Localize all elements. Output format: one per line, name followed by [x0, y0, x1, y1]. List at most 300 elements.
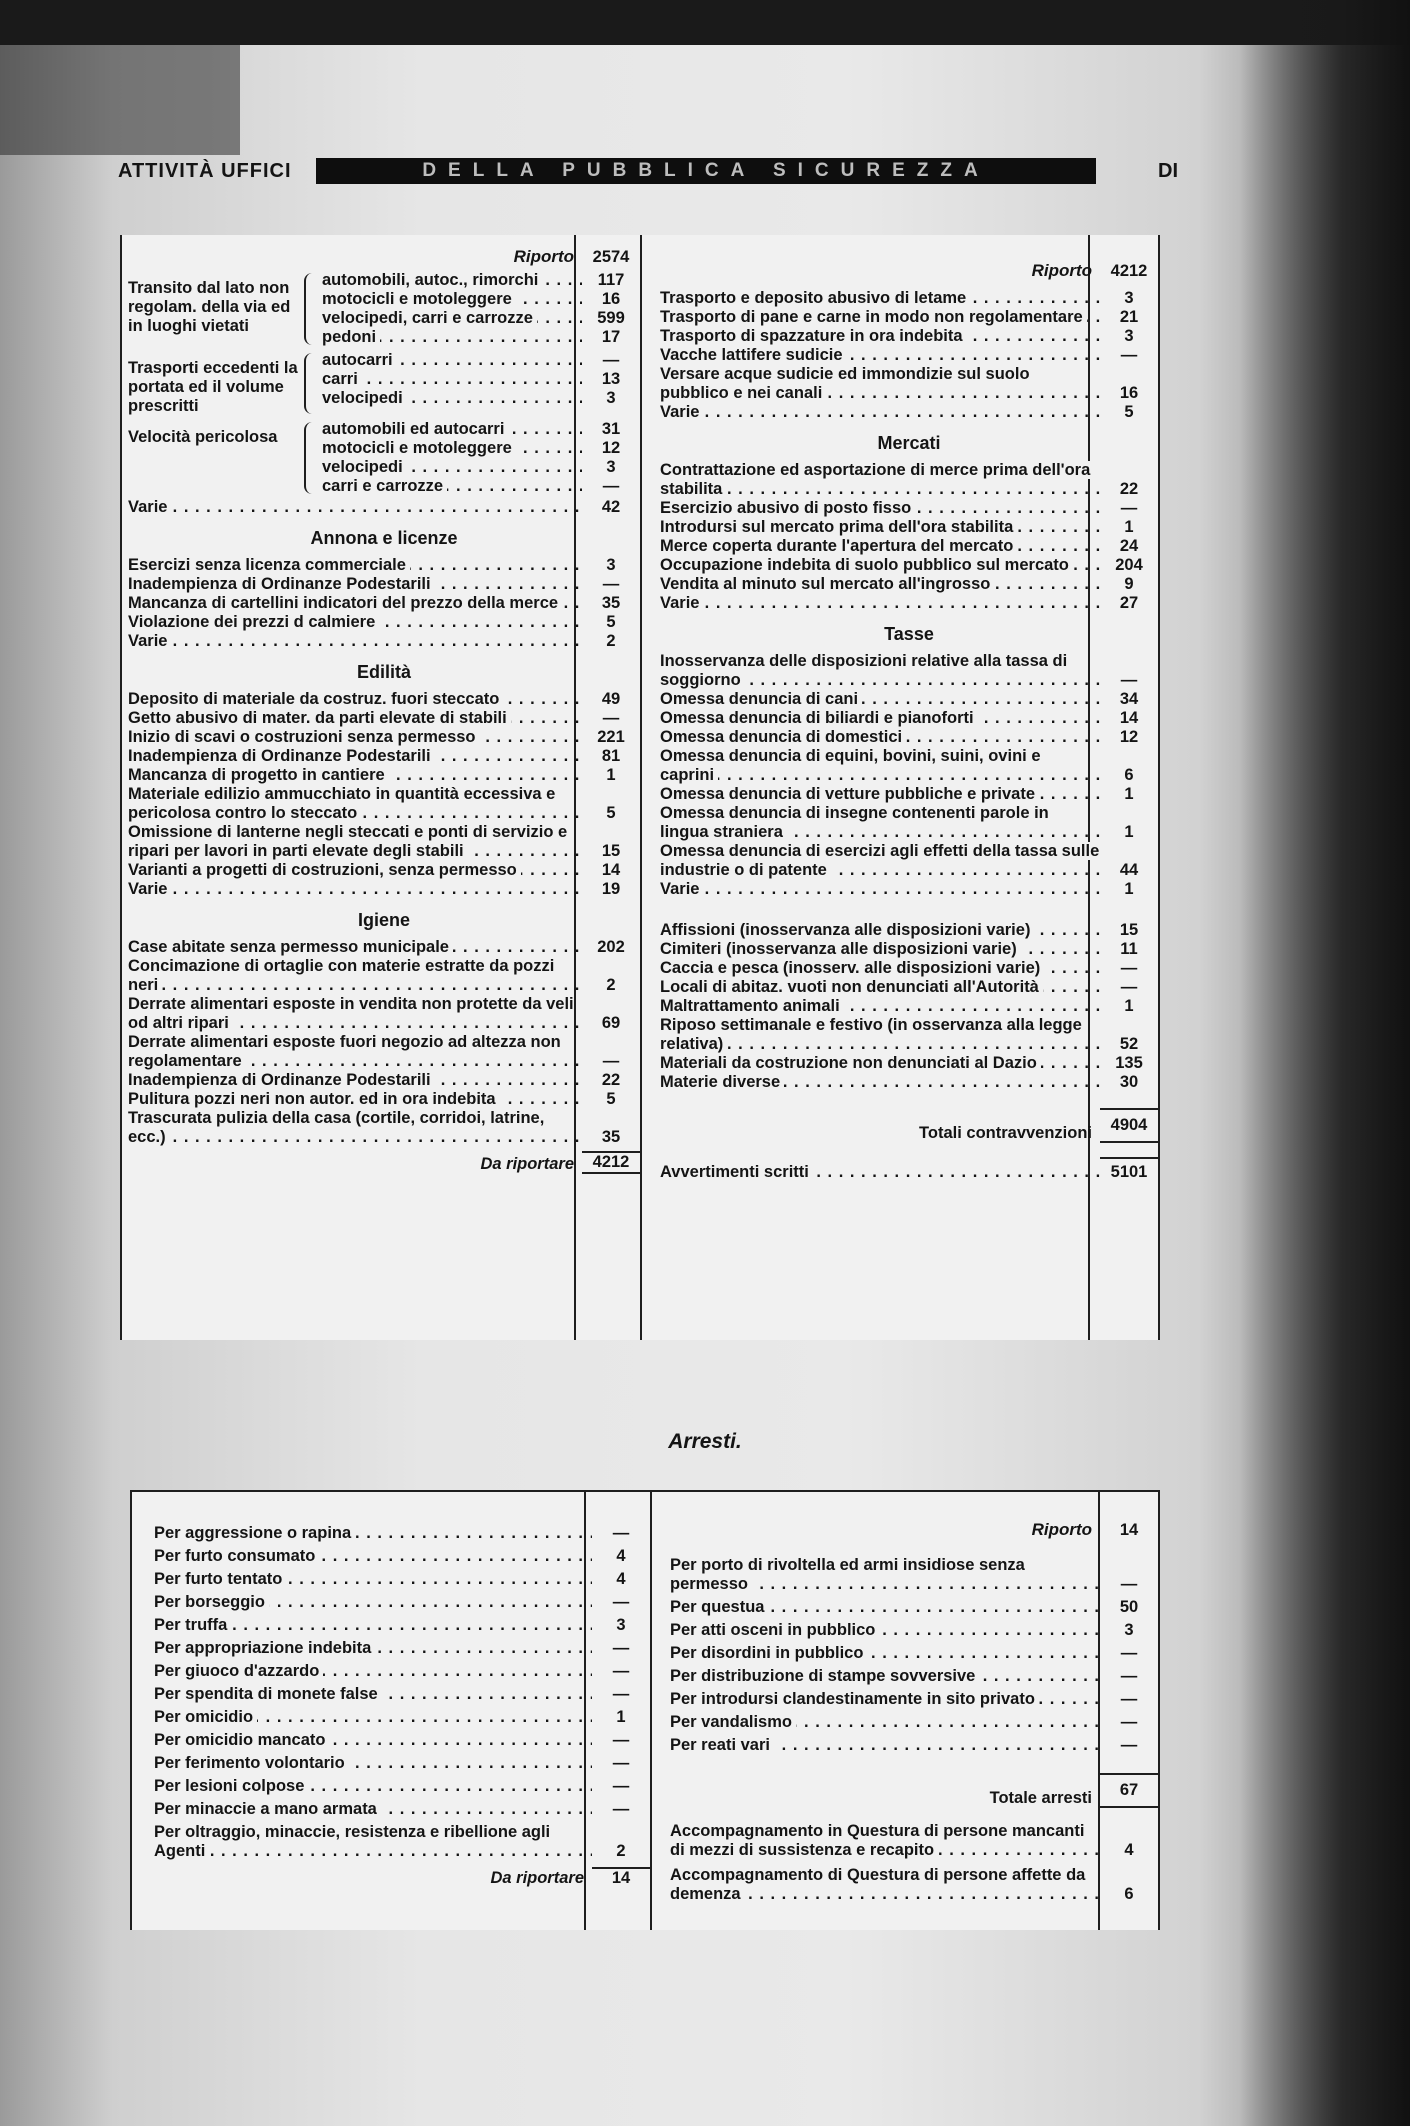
row-label-cell [322, 290, 582, 309]
riporto-row-value: 4212 [1110, 262, 1148, 280]
row-label-cell [128, 823, 582, 861]
row-label-cell [660, 403, 1100, 422]
row-label: Trascurata pulizia della casa (cortile, corridoi, latrine, ecc.) [128, 1109, 545, 1146]
row-value: 34 [1119, 690, 1139, 708]
row-value: 12 [601, 439, 621, 457]
totale-arresti-label: Totale arresti [989, 1789, 1092, 1807]
row-label: Inadempienza di Ordinanze Podestarili [128, 575, 435, 593]
row-label-cell [128, 709, 582, 728]
table-row [660, 804, 1158, 842]
table-row [154, 1524, 650, 1543]
row-label-cell [670, 1556, 1100, 1594]
avvertimenti-label-cell [660, 1163, 1100, 1182]
row-label: Locali di abitaz. vuoti non denunciati all'Autorità [660, 978, 1043, 996]
row-label: Per furto tentato [154, 1570, 286, 1588]
running-head-bar: DELLA PUBBLICA SICUREZZA [316, 158, 1096, 184]
table-row [660, 289, 1158, 308]
row-label: Per aggressione o rapina [154, 1524, 355, 1542]
row-value: — [1120, 959, 1138, 977]
table-row [154, 1639, 650, 1658]
row-value: — [602, 1052, 620, 1070]
row-label-cell [660, 940, 1100, 959]
row-value: — [602, 709, 620, 727]
table-row [322, 477, 640, 496]
table-row [322, 389, 640, 408]
row-value: 5 [1124, 403, 1134, 421]
table-row [670, 1690, 1158, 1709]
da-riportare-value: 4212 [582, 1151, 640, 1174]
group-label: Velocità pericolosa [128, 428, 278, 446]
table-row [322, 309, 640, 328]
table-row [128, 1071, 640, 1090]
row-label: motocicli e motoleggere [322, 439, 516, 457]
table-row [128, 995, 640, 1033]
row-label: Per truffa [154, 1616, 231, 1634]
riporto-row-label-cell [670, 1520, 1100, 1540]
row-label-cell [154, 1800, 592, 1819]
row-label-cell [322, 309, 582, 328]
table-row [154, 1777, 650, 1796]
row-label: Per lesioni colpose [154, 1777, 308, 1795]
riporto-row-value: 2574 [592, 248, 630, 266]
row-label-cell [660, 346, 1100, 365]
arresti-left-column [154, 1520, 650, 1888]
table-row [660, 308, 1158, 327]
row-value: 5 [606, 1090, 616, 1108]
table-row [660, 880, 1158, 899]
table-row [128, 709, 640, 728]
row-value: 4 [1124, 1841, 1134, 1859]
row-value: 52 [1119, 1035, 1139, 1053]
row-label-cell [660, 880, 1100, 899]
row-value: 6 [1124, 766, 1134, 784]
table-row [670, 1866, 1158, 1904]
row-label-cell [660, 652, 1100, 690]
row-value: 3 [606, 556, 616, 574]
totale-arresti-value: 67 [1100, 1773, 1158, 1808]
table-row [128, 556, 640, 575]
row-label-cell [154, 1777, 592, 1796]
row-label: Mancanza di cartellini indicatori del prezzo della merce [128, 594, 562, 612]
row-value: — [1120, 978, 1138, 996]
row-label: Per porto di rivoltella ed armi insidiose senza permesso [670, 1556, 1025, 1593]
table-row [128, 747, 640, 766]
table-row [660, 518, 1158, 537]
group-label: Trasporti eccedenti la portata ed il volume prescritti [128, 359, 298, 415]
row-value: 1 [1124, 518, 1134, 536]
row-label: Case abitate senza permesso municipale [128, 938, 453, 956]
table-row [660, 747, 1158, 785]
table-row [660, 1054, 1158, 1073]
row-value: — [612, 1662, 630, 1680]
row-label: Caccia e pesca (inosserv. alle disposizioni varie) [660, 959, 1044, 977]
table-row [670, 1598, 1158, 1617]
table-row [322, 439, 640, 458]
group-items [322, 420, 640, 496]
row-label: Derrate alimentari esposte fuori negozio ad altezza non regolamentare [128, 1033, 561, 1070]
row-value: 3 [616, 1616, 626, 1634]
row-label: Maltrattamento animali [660, 997, 844, 1015]
row-label-cell [154, 1708, 592, 1727]
table-row [128, 632, 640, 651]
row-value: 49 [601, 690, 621, 708]
row-label: Per introdursi clandestinamente in sito privato [670, 1690, 1039, 1708]
scan-edge-shadow [1240, 0, 1410, 2126]
row-label-cell [128, 632, 582, 651]
row-value: 21 [1119, 308, 1139, 326]
row-value: 16 [1119, 384, 1139, 402]
row-label: automobili, autoc., rimorchi [322, 271, 542, 289]
row-label-cell [322, 420, 582, 439]
totali-label-cell [660, 1124, 1100, 1143]
table-row [154, 1570, 650, 1589]
table-row [660, 556, 1158, 575]
row-label: velocipedi, carri e carrozze [322, 309, 537, 327]
table-row [670, 1644, 1158, 1663]
row-label-cell [670, 1713, 1100, 1732]
da-riportare-row [154, 1867, 650, 1888]
row-value: — [1120, 1690, 1138, 1708]
row-label: Omessa denuncia di biliardi e pianoforti [660, 709, 978, 727]
row-label-cell [660, 461, 1100, 499]
row-label-cell [670, 1598, 1100, 1617]
table-row [128, 613, 640, 632]
row-value: 15 [601, 842, 621, 860]
running-head-right: DI [1158, 160, 1178, 182]
row-value: 3 [1124, 289, 1134, 307]
da-riportare-label-cell [128, 1155, 582, 1174]
row-value: 27 [1119, 594, 1139, 612]
row-label-cell [128, 613, 582, 632]
row-label-cell [670, 1866, 1100, 1904]
row-label: Per reati vari [670, 1736, 774, 1754]
row-value: 12 [1119, 728, 1139, 746]
row-value: 3 [606, 389, 616, 407]
table-row [660, 652, 1158, 690]
row-value: 14 [1119, 709, 1139, 727]
table-row [128, 1109, 640, 1147]
row-label-cell [660, 1054, 1100, 1073]
row-label: Varie [128, 880, 171, 898]
row-label: carri [322, 370, 362, 388]
table-row [154, 1708, 650, 1727]
row-value: — [1120, 1713, 1138, 1731]
riporto-row [660, 261, 1158, 281]
riporto-row-label-cell [128, 247, 582, 267]
row-label-cell [128, 1109, 582, 1147]
row-value: — [1120, 671, 1138, 689]
row-label: Derrate alimentari esposte in vendita non protette da veli od altri ripari [128, 995, 574, 1032]
row-label: Materie diverse [660, 1073, 784, 1091]
row-value: 17 [601, 328, 621, 346]
table-row [660, 365, 1158, 403]
riporto-row [670, 1520, 1158, 1540]
running-head-left: ATTIVITÀ UFFICI [118, 160, 292, 182]
table-row [154, 1754, 650, 1773]
group-items [322, 271, 640, 347]
contravvenzioni-left-column [128, 247, 640, 1174]
table-row [660, 709, 1158, 728]
totali-label: Totali contravvenzioni [919, 1124, 1092, 1142]
row-label: Accompagnamento in Questura di persone mancanti di mezzi di sussistenza e recapito [670, 1822, 1085, 1859]
row-label: Per questua [670, 1598, 768, 1616]
group-items [322, 351, 640, 416]
table-row [128, 498, 640, 517]
row-label: Introdursi sul mercato prima dell'ora stabilita [660, 518, 1017, 536]
row-value: 4 [616, 1547, 626, 1565]
row-label: velocipedi [322, 389, 407, 407]
table-row [154, 1685, 650, 1704]
row-label-cell [322, 439, 582, 458]
da-riportare-label-cell [154, 1869, 592, 1888]
table-row [322, 370, 640, 389]
row-value: — [602, 477, 620, 495]
scan-top-border [0, 0, 1410, 45]
row-label-cell [128, 1071, 582, 1090]
row-label-cell [322, 458, 582, 477]
row-value: 1 [616, 1708, 626, 1726]
row-label: Per appropriazione indebita [154, 1639, 375, 1657]
table-row [128, 575, 640, 594]
row-value: 11 [1120, 940, 1138, 958]
table-row [128, 594, 640, 613]
row-label: motocicli e motoleggere [322, 290, 516, 308]
row-label: Varie [660, 403, 703, 421]
row-label-cell [154, 1731, 592, 1750]
row-label-cell [660, 365, 1100, 403]
row-label: velocipedi [322, 458, 407, 476]
row-label-cell [322, 389, 582, 408]
row-label-cell [128, 498, 582, 517]
row-label: Esercizi senza licenza commerciale [128, 556, 410, 574]
row-label-cell [128, 1090, 582, 1109]
row-label: Omissione di lanterne negli steccati e ponti di servizio e ripari per lavori in parti elevate degli stabili [128, 823, 568, 860]
section-heading: Annona e licenze [310, 528, 458, 548]
row-label: automobili ed autocarri [322, 420, 508, 438]
row-label-cell [322, 271, 582, 290]
row-label: Vendita al minuto sul mercato all'ingrosso [660, 575, 994, 593]
row-value: — [612, 1731, 630, 1749]
row-label: Omessa denuncia di vetture pubbliche e private [660, 785, 1039, 803]
row-label-cell [128, 1033, 582, 1071]
table-row [670, 1667, 1158, 1686]
table-row [660, 785, 1158, 804]
row-label: Per omicidio mancato [154, 1731, 329, 1749]
row-label-cell [670, 1736, 1100, 1755]
row-value: 31 [601, 420, 621, 438]
row-label-cell [670, 1644, 1100, 1663]
row-value: 14 [601, 861, 621, 879]
row-label-cell [128, 690, 582, 709]
table-row [660, 1016, 1158, 1054]
row-value: 9 [1124, 575, 1134, 593]
row-value: 204 [1115, 556, 1143, 574]
row-label: Deposito di materiale da costruz. fuori steccato [128, 690, 503, 708]
row-label-cell [128, 995, 582, 1033]
row-label-cell [128, 957, 582, 995]
table-row [154, 1823, 650, 1861]
row-value: 221 [597, 728, 625, 746]
table-row [322, 290, 640, 309]
row-label-cell [128, 861, 582, 880]
row-value: 1 [1124, 823, 1134, 841]
table-row [154, 1662, 650, 1681]
riporto-row [128, 247, 640, 267]
row-label: Versare acque sudicie ed immondizie sul suolo pubblico e nei canali [660, 365, 1030, 402]
riporto-row-label: Riporto [1031, 261, 1092, 280]
section-heading: Edilità [356, 662, 411, 682]
table-row [128, 1090, 640, 1109]
row-label-cell [322, 328, 582, 347]
row-value: 19 [601, 880, 621, 898]
row-label: Materiale edilizio ammucchiato in quantità eccessiva e pericolosa contro lo steccato [128, 785, 556, 822]
row-label: Trasporto e deposito abusivo di letame [660, 289, 970, 307]
table-row [660, 403, 1158, 422]
totali-row [660, 1108, 1158, 1143]
row-label-cell [660, 690, 1100, 709]
row-value: 135 [1115, 1054, 1143, 1072]
table-row [154, 1616, 650, 1635]
row-value: — [1120, 499, 1138, 517]
row-value: 117 [597, 271, 625, 289]
row-label: Mancanza di progetto in cantiere [128, 766, 389, 784]
row-value: 1 [1124, 785, 1134, 803]
row-label-cell [128, 594, 582, 613]
table-row [322, 328, 640, 347]
table-row [128, 785, 640, 823]
table-row [660, 690, 1158, 709]
row-value: — [612, 1593, 630, 1611]
table-row [670, 1621, 1158, 1640]
table-row [154, 1731, 650, 1750]
riporto-row-label-cell [660, 261, 1100, 281]
scan-shadow [0, 45, 240, 155]
row-label-cell [660, 308, 1100, 327]
row-label: Per omicidio [154, 1708, 257, 1726]
table-row [660, 940, 1158, 959]
row-value: 42 [601, 498, 621, 516]
row-label-cell [154, 1754, 592, 1773]
row-value: 3 [606, 458, 616, 476]
row-value: — [1120, 346, 1138, 364]
row-label: Per distribuzione di stampe sovversive [670, 1667, 979, 1685]
row-value: 2 [606, 976, 616, 994]
row-label: Getto abusivo di mater. da parti elevate di stabili [128, 709, 511, 727]
row-label-cell [154, 1593, 592, 1612]
row-label-cell [660, 709, 1100, 728]
row-label: Inizio di scavi o costruzioni senza permesso [128, 728, 480, 746]
row-label-cell [660, 842, 1100, 880]
table-row [322, 351, 640, 370]
section-heading: Tasse [884, 624, 934, 644]
row-label: Per disordini in pubblico [670, 1644, 867, 1662]
group-block [128, 420, 640, 496]
row-label-cell [670, 1690, 1100, 1709]
row-label: Omessa denuncia di domestici [660, 728, 906, 746]
row-label: Per vandalismo [670, 1713, 796, 1731]
row-label: Per atti osceni in pubblico [670, 1621, 879, 1639]
row-value: — [602, 351, 620, 369]
riporto-row-value: 14 [1119, 1521, 1139, 1539]
row-label-cell [128, 938, 582, 957]
table-row [128, 823, 640, 861]
row-label-cell [660, 978, 1100, 997]
row-label-cell [660, 499, 1100, 518]
row-label: Per borseggio [154, 1593, 269, 1611]
row-label-cell [322, 370, 582, 389]
row-value: 3 [1124, 327, 1134, 345]
row-label: Omessa denuncia di esercizi agli effetti della tassa sulle industrie o di patente [660, 842, 1100, 879]
row-label-cell [660, 1016, 1100, 1054]
row-label-cell [154, 1524, 592, 1543]
row-label: Violazione dei prezzi d calmiere [128, 613, 379, 631]
row-value: 35 [601, 594, 621, 612]
row-label: Affissioni (inosservanza alle disposizioni varie) [660, 921, 1034, 939]
row-value: — [602, 575, 620, 593]
row-label: Riposo settimanale e festivo (in osservanza alla legge relativa) [660, 1016, 1082, 1053]
section-heading: Mercati [877, 433, 941, 453]
row-label-cell [670, 1621, 1100, 1640]
row-value: 16 [601, 290, 621, 308]
row-label-cell [154, 1823, 592, 1861]
row-value: — [1120, 1644, 1138, 1662]
table-row [660, 499, 1158, 518]
row-label-cell [660, 785, 1100, 804]
row-label-cell [154, 1639, 592, 1658]
table-row [670, 1736, 1158, 1755]
row-label: autocarri [322, 351, 397, 369]
da-riportare-label: Da riportare [490, 1869, 584, 1887]
row-value: 1 [1124, 880, 1134, 898]
row-label-cell [128, 785, 582, 823]
row-label-cell [660, 747, 1100, 785]
table-row [128, 938, 640, 957]
row-value: 24 [1119, 537, 1139, 555]
row-label-cell [322, 477, 582, 496]
da-riportare-value: 14 [592, 1867, 650, 1888]
row-label: Omessa denuncia di insegne contenenti parole in lingua straniera [660, 804, 1049, 841]
table-row [660, 1073, 1158, 1092]
row-label-cell [128, 747, 582, 766]
da-riportare-row [128, 1151, 640, 1174]
row-label: Per minaccie a mano armata [154, 1800, 381, 1818]
row-label: Contrattazione ed asportazione di merce prima dell'ora stabilita [660, 461, 1091, 498]
row-label: Pulitura pozzi neri non autor. ed in ora indebita [128, 1090, 500, 1108]
row-label: Occupazione indebita di suolo pubblico sul mercato [660, 556, 1073, 574]
row-value: 5 [606, 804, 616, 822]
table-row [660, 959, 1158, 978]
table-row [128, 690, 640, 709]
row-label-cell [660, 804, 1100, 842]
group-block [128, 271, 640, 347]
row-label: Inosservanza delle disposizioni relative alla tassa di soggiorno [660, 652, 1068, 689]
row-label-cell [660, 537, 1100, 556]
table-row [128, 728, 640, 747]
row-label: Per oltraggio, minaccie, resistenza e ribellione agli Agenti [154, 1823, 551, 1860]
row-label-cell [670, 1667, 1100, 1686]
table-row [670, 1822, 1158, 1860]
row-label: Inadempienza di Ordinanze Podestarili [128, 747, 435, 765]
row-label: Per furto consumato [154, 1547, 319, 1565]
contravvenzioni-panel [120, 235, 1160, 1340]
row-value: 15 [1119, 921, 1139, 939]
row-value: 30 [1119, 1073, 1139, 1091]
row-label-cell [660, 1073, 1100, 1092]
contravvenzioni-right-column [660, 261, 1158, 1182]
row-value: 4 [616, 1570, 626, 1588]
row-value: — [612, 1777, 630, 1795]
table-row [660, 842, 1158, 880]
